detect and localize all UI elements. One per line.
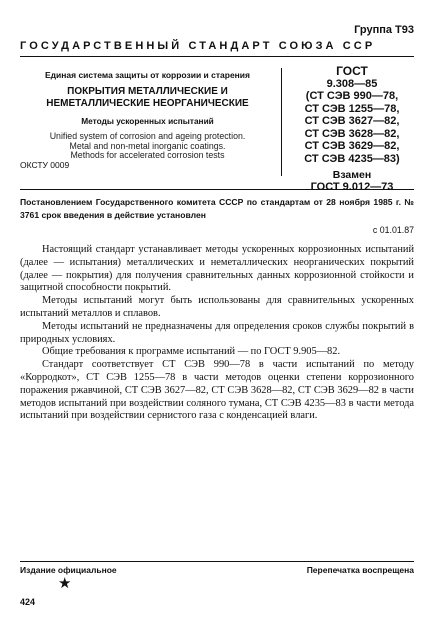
paragraph: Настоящий стандарт устанавливает методы ускоренных коррозионных испытаний (далее — испытания) металлических и неметаллических неорганических покрытий (далее — покрытия) для получения сравнительных данных коррозионной стойкости и защитной способности покрытий. — [20, 244, 414, 294]
bottom-rule — [20, 561, 414, 562]
paragraph: Методы испытаний не предназначены для определения сроков службы покрытий в природных условиях. — [20, 320, 414, 345]
effective-date: с 01.01.87 — [372, 225, 414, 235]
body-text — [20, 244, 414, 423]
paragraph: Общие требования к программе испытаний — по ГОСТ 9.905—82. — [42, 346, 341, 358]
group-label: Группа Т93 — [354, 24, 414, 36]
star-icon: ★ — [58, 576, 72, 592]
english-line-1: Unified system of corrosion and ageing protection. — [49, 131, 246, 141]
standard-title: ГОСУДАРСТВЕННЫЙ СТАНДАРТ СОЮЗА ССР — [20, 40, 376, 52]
system-name: Единая система защиты от коррозии и старения — [44, 70, 250, 80]
english-title — [20, 132, 275, 161]
page-number: 424 — [20, 597, 36, 607]
st-sev-line: СТ СЭВ 1255—78, — [304, 102, 400, 115]
replace-label: Взамен — [332, 169, 372, 181]
title-line-1: ПОКРЫТИЯ МЕТАЛЛИЧЕСКИЕ И — [67, 86, 228, 97]
reprint-notice: Перепечатка воспрещена — [306, 565, 414, 575]
replace-value: ГОСТ 9.012—73 — [310, 181, 394, 193]
english-line-2: Metal and non-metal inorganic coatings. — [69, 140, 226, 151]
st-sev-line: СТ СЭВ 4235—83) — [304, 152, 400, 165]
document-title — [20, 86, 275, 110]
st-sev-line: СТ СЭВ 3629—82, — [304, 140, 400, 152]
title-line-2: НЕМЕТАЛЛИЧЕСКИЕ НЕОРГАНИЧЕСКИЕ — [46, 98, 249, 109]
gost-label: ГОСТ — [336, 64, 368, 78]
st-sev-line: СТ СЭВ 3628—82, — [304, 127, 400, 140]
decree-text: Постановлением Государственного комитета СССР по стандартам от 28 ноября 1985 г. № 3761 срок введения в действие установлен — [20, 197, 414, 220]
edition-label: Издание официальное — [20, 565, 117, 575]
header-divider — [281, 68, 282, 176]
subtitle-methods: Методы ускоренных испытаний — [81, 116, 214, 126]
header-right — [288, 64, 416, 193]
header-left — [20, 70, 275, 161]
middle-rule — [20, 189, 414, 190]
english-line-3: Methods for accelerated corrosion tests — [70, 150, 225, 160]
paragraph: Методы испытаний могут быть использованы для сравнительных ускоренных испытаний металлов и сплавов. — [20, 295, 414, 319]
okstu-code: ОКСТУ 0009 — [20, 160, 70, 170]
st-sev-line: СТ СЭВ 3627—82, — [304, 115, 400, 127]
st-sev-line: (СТ СЭВ 990—78, — [305, 90, 399, 102]
gost-number: 9.308—85 — [326, 78, 378, 90]
paragraph: Стандарт соответствует СТ СЭВ 990—78 в части испытаний по методу «Корродкот», СТ СЭВ 1255—78 в части методов оценки степени коррозионного поражения ржавчиной, СТ СЭВ 3627—82, СТ СЭВ 3628—82, СТ СЭВ 3629—82 в части методов испытаний при воздействии соляного тумана, СТ СЭВ 4235—83 в части метода испытаний при воздействии сернистого газа с конденсацией влаги. — [20, 359, 414, 422]
top-rule — [20, 56, 414, 57]
